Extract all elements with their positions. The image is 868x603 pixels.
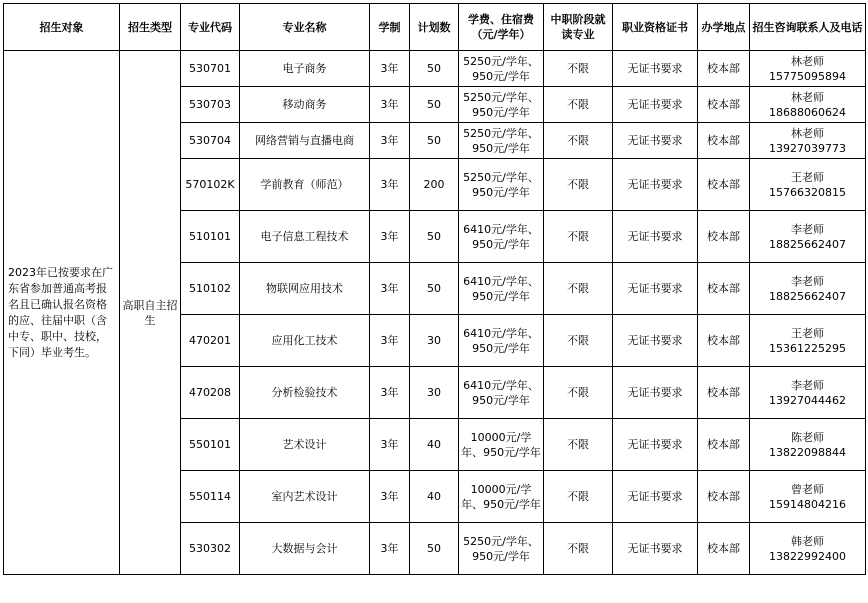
fee: 5250元/学年、950元/学年 [459, 159, 544, 211]
header-contact: 招生咨询联系人及电话 [750, 4, 866, 51]
major-code: 510102 [181, 263, 240, 315]
location: 校本部 [698, 315, 750, 367]
contact-name: 陈老师 [791, 430, 824, 444]
location: 校本部 [698, 123, 750, 159]
contact-phone: 13927039773 [769, 141, 846, 155]
admission-table [3, 3, 866, 575]
duration: 3年 [370, 471, 410, 523]
major-code: 530302 [181, 523, 240, 575]
contact-phone: 18825662407 [769, 237, 846, 251]
contact-cell [750, 471, 866, 523]
prior-major: 不限 [544, 367, 613, 419]
major-code: 550101 [181, 419, 240, 471]
certificate: 无证书要求 [613, 211, 698, 263]
duration: 3年 [370, 87, 410, 123]
major-name: 电子信息工程技术 [240, 211, 370, 263]
prior-major: 不限 [544, 51, 613, 87]
contact-cell [750, 419, 866, 471]
duration: 3年 [370, 419, 410, 471]
duration: 3年 [370, 51, 410, 87]
major-name: 分析检验技术 [240, 367, 370, 419]
contact-cell [750, 51, 866, 87]
contact-name: 韩老师 [791, 534, 824, 548]
contact-phone: 15775095894 [769, 69, 846, 83]
contact-name: 林老师 [791, 54, 824, 68]
header-code: 专业代码 [181, 4, 240, 51]
contact-name: 李老师 [791, 274, 824, 288]
fee: 6410元/学年、950元/学年 [459, 315, 544, 367]
contact-cell [750, 315, 866, 367]
prior-major: 不限 [544, 523, 613, 575]
certificate: 无证书要求 [613, 87, 698, 123]
fee: 6410元/学年、950元/学年 [459, 263, 544, 315]
plan-count: 50 [410, 123, 459, 159]
major-code: 530701 [181, 51, 240, 87]
fee: 10000元/学年、950元/学年 [459, 471, 544, 523]
certificate: 无证书要求 [613, 263, 698, 315]
contact-name: 王老师 [791, 326, 824, 340]
plan-count: 30 [410, 315, 459, 367]
certificate: 无证书要求 [613, 51, 698, 87]
duration: 3年 [370, 523, 410, 575]
prior-major: 不限 [544, 471, 613, 523]
contact-cell [750, 263, 866, 315]
fee: 5250元/学年、950元/学年 [459, 87, 544, 123]
admission-type: 高职自主招生 [120, 51, 181, 575]
contact-name: 林老师 [791, 126, 824, 140]
contact-name: 李老师 [791, 222, 824, 236]
contact-cell [750, 211, 866, 263]
certificate: 无证书要求 [613, 419, 698, 471]
header-target: 招生对象 [4, 4, 120, 51]
contact-cell [750, 367, 866, 419]
plan-count: 40 [410, 419, 459, 471]
certificate: 无证书要求 [613, 159, 698, 211]
prior-major: 不限 [544, 159, 613, 211]
prior-major: 不限 [544, 419, 613, 471]
contact-name: 林老师 [791, 90, 824, 104]
fee: 6410元/学年、950元/学年 [459, 211, 544, 263]
plan-count: 30 [410, 367, 459, 419]
contact-cell [750, 523, 866, 575]
major-name: 移动商务 [240, 87, 370, 123]
location: 校本部 [698, 211, 750, 263]
fee: 5250元/学年、950元/学年 [459, 123, 544, 159]
contact-phone: 13927044462 [769, 393, 846, 407]
contact-cell [750, 123, 866, 159]
location: 校本部 [698, 367, 750, 419]
major-code: 570102K [181, 159, 240, 211]
location: 校本部 [698, 87, 750, 123]
location: 校本部 [698, 523, 750, 575]
contact-cell [750, 159, 866, 211]
fee: 5250元/学年、950元/学年 [459, 523, 544, 575]
major-code: 530703 [181, 87, 240, 123]
contact-name: 李老师 [791, 378, 824, 392]
certificate: 无证书要求 [613, 471, 698, 523]
header-type: 招生类型 [120, 4, 181, 51]
header-name: 专业名称 [240, 4, 370, 51]
plan-count: 50 [410, 51, 459, 87]
header-row [4, 4, 866, 51]
duration: 3年 [370, 159, 410, 211]
major-name: 艺术设计 [240, 419, 370, 471]
fee: 6410元/学年、950元/学年 [459, 367, 544, 419]
contact-phone: 13822098844 [769, 445, 846, 459]
duration: 3年 [370, 263, 410, 315]
table-body [4, 51, 866, 575]
header-cert: 职业资格证书 [613, 4, 698, 51]
plan-count: 50 [410, 87, 459, 123]
location: 校本部 [698, 419, 750, 471]
fee: 10000元/学年、950元/学年 [459, 419, 544, 471]
contact-cell [750, 87, 866, 123]
major-name: 网络营销与直播电商 [240, 123, 370, 159]
header-site: 办学地点 [698, 4, 750, 51]
contact-name: 王老师 [791, 170, 824, 184]
certificate: 无证书要求 [613, 367, 698, 419]
major-code: 550114 [181, 471, 240, 523]
contact-phone: 13822992400 [769, 549, 846, 563]
contact-phone: 18688060624 [769, 105, 846, 119]
contact-phone: 15766320815 [769, 185, 846, 199]
plan-count: 50 [410, 523, 459, 575]
major-name: 学前教育（师范） [240, 159, 370, 211]
contact-name: 曾老师 [791, 482, 824, 496]
location: 校本部 [698, 263, 750, 315]
major-code: 470201 [181, 315, 240, 367]
prior-major: 不限 [544, 211, 613, 263]
prior-major: 不限 [544, 123, 613, 159]
duration: 3年 [370, 315, 410, 367]
major-code: 530704 [181, 123, 240, 159]
major-name: 应用化工技术 [240, 315, 370, 367]
duration: 3年 [370, 123, 410, 159]
location: 校本部 [698, 471, 750, 523]
fee: 5250元/学年、950元/学年 [459, 51, 544, 87]
table-row [4, 51, 866, 87]
location: 校本部 [698, 159, 750, 211]
plan-count: 40 [410, 471, 459, 523]
header-fee: 学费、住宿费（元/学年） [459, 4, 544, 51]
certificate: 无证书要求 [613, 123, 698, 159]
plan-count: 50 [410, 211, 459, 263]
plan-count: 50 [410, 263, 459, 315]
major-name: 电子商务 [240, 51, 370, 87]
major-name: 室内艺术设计 [240, 471, 370, 523]
prior-major: 不限 [544, 315, 613, 367]
certificate: 无证书要求 [613, 315, 698, 367]
contact-phone: 15914804216 [769, 497, 846, 511]
location: 校本部 [698, 51, 750, 87]
major-code: 470208 [181, 367, 240, 419]
header-major: 中职阶段就读专业 [544, 4, 613, 51]
duration: 3年 [370, 367, 410, 419]
duration: 3年 [370, 211, 410, 263]
contact-phone: 18825662407 [769, 289, 846, 303]
major-name: 物联网应用技术 [240, 263, 370, 315]
certificate: 无证书要求 [613, 523, 698, 575]
major-name: 大数据与会计 [240, 523, 370, 575]
header-plan: 计划数 [410, 4, 459, 51]
prior-major: 不限 [544, 87, 613, 123]
admission-target: 2023年已按要求在广东省参加普通高考报名且已确认报名资格的应、往届中职（含中专、职中、技校，下同）毕业考生。 [4, 51, 120, 575]
plan-count: 200 [410, 159, 459, 211]
contact-phone: 15361225295 [769, 341, 846, 355]
major-code: 510101 [181, 211, 240, 263]
header-years: 学制 [370, 4, 410, 51]
prior-major: 不限 [544, 263, 613, 315]
